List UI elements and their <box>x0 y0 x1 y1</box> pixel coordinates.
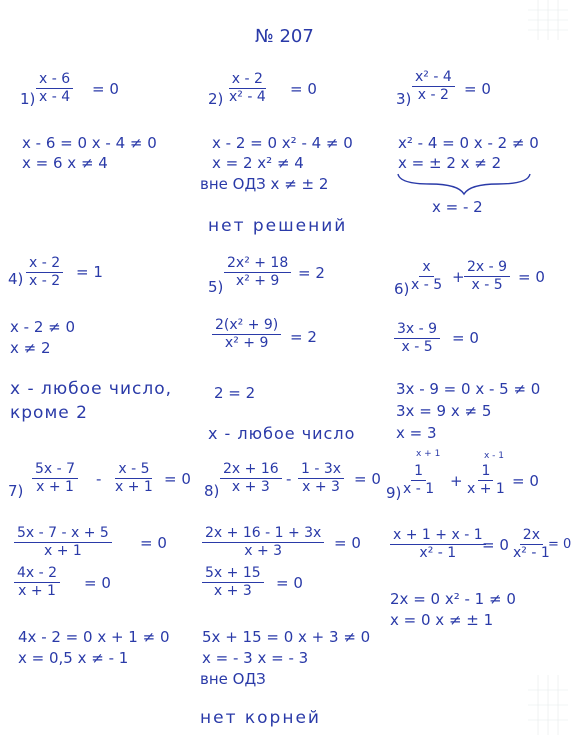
numerator: x - 6 <box>36 72 73 89</box>
solution-line: x = 6 x ≠ 4 <box>22 154 108 172</box>
numerator: 1 - 3x <box>298 462 344 479</box>
equation-rhs: = 2 <box>290 328 317 346</box>
operator: - <box>286 470 292 488</box>
numerator: x² - 4 <box>412 70 455 87</box>
fraction <box>14 566 60 598</box>
operator: - <box>96 470 102 488</box>
denominator: x + 3 <box>302 478 340 495</box>
solution-line: 3x - 9 = 0 x - 5 ≠ 0 <box>396 380 541 398</box>
denominator: x² + 9 <box>224 334 269 351</box>
equation-rhs: = 0 <box>548 537 571 552</box>
expansion-multiplier: x + 1 <box>416 449 441 459</box>
solution-answer: x = 3 <box>396 424 437 442</box>
denominator: x + 1 <box>467 480 505 497</box>
fraction <box>202 566 264 598</box>
solution-line: x - любое число <box>208 424 356 443</box>
numerator: 2x - 9 <box>464 260 510 277</box>
solution-line: 4x - 2 = 0 x + 1 ≠ 0 <box>18 628 170 646</box>
solution-line: x - 2 = 0 x² - 4 ≠ 0 <box>212 134 353 152</box>
solution-line: x - 2 ≠ 0 <box>10 318 76 336</box>
solution-line: 2 = 2 <box>214 384 256 402</box>
solution-line: x² - 4 = 0 x - 2 ≠ 0 <box>398 134 539 152</box>
numerator: x <box>419 260 433 277</box>
fraction <box>36 72 73 104</box>
fraction <box>408 260 445 292</box>
denominator: x - 5 <box>401 338 433 355</box>
denominator: x + 3 <box>213 582 252 599</box>
numerator: 2(x² + 9) <box>212 318 281 335</box>
equation-rhs: = 0 <box>290 80 317 98</box>
denominator: x + 1 <box>115 478 153 495</box>
numerator: 4x - 2 <box>14 566 60 583</box>
fraction <box>464 260 510 292</box>
denominator: x² + 9 <box>235 272 280 289</box>
problem-label: 5) <box>208 278 224 296</box>
denominator: x - 5 <box>411 276 443 293</box>
numerator: 2x + 16 - 1 + 3x <box>202 526 324 543</box>
solution-answer: x = - 2 <box>432 198 483 216</box>
fraction <box>510 528 553 560</box>
expansion-multiplier: x - 1 <box>484 451 505 461</box>
fraction <box>220 462 282 494</box>
denominator: x - 1 <box>403 480 435 497</box>
denominator: x - 2 <box>29 272 61 289</box>
fraction <box>412 70 455 102</box>
problem-label: 3) <box>396 90 412 108</box>
fraction <box>212 318 281 350</box>
solution-line: x - 6 = 0 x - 4 ≠ 0 <box>22 134 157 152</box>
solution-line: x ≠ 2 <box>10 339 51 357</box>
problem-label: 8) <box>204 482 220 500</box>
denominator: x + 1 <box>18 582 56 599</box>
conclusion-note: нет корней <box>200 708 321 728</box>
fraction <box>394 322 440 354</box>
fraction <box>32 462 78 494</box>
solution-line: x = ± 2 x ≠ 2 <box>398 154 502 172</box>
solution-line: кроме 2 <box>10 403 88 423</box>
fraction <box>226 72 269 104</box>
problem-label: 9) <box>386 484 402 502</box>
conclusion-note: нет решений <box>208 216 348 236</box>
equation-rhs: = 2 <box>298 264 325 282</box>
numerator: 2x² + 18 <box>224 256 291 273</box>
solution-line: x = - 3 x = - 3 <box>202 649 309 667</box>
numerator: 2x <box>520 528 543 545</box>
fraction <box>298 462 344 494</box>
solution-line: x = 2 x² ≠ 4 <box>212 154 304 172</box>
numerator: 1 <box>411 464 426 481</box>
problem-label: 4) <box>8 270 24 288</box>
equation-rhs: = 0 <box>482 536 509 554</box>
denominator: x + 3 <box>244 542 283 559</box>
equation-rhs: = 0 <box>92 80 119 98</box>
numerator: x - 5 <box>115 462 152 479</box>
solution-line: x = 0,5 x ≠ - 1 <box>18 649 129 667</box>
denominator: x - 5 <box>471 276 503 293</box>
denominator: x - 2 <box>417 86 449 103</box>
fraction <box>112 462 156 494</box>
equation-rhs: = 0 <box>452 329 479 347</box>
solution-line: 5x + 15 = 0 x + 3 ≠ 0 <box>202 628 371 646</box>
operator: + <box>452 268 465 286</box>
solution-line: вне ОДЗ <box>200 670 266 688</box>
numerator: 2x + 16 <box>220 462 282 479</box>
page-title: № 207 <box>255 26 314 47</box>
numerator: 1 <box>478 464 493 481</box>
problem-label: 6) <box>394 280 410 298</box>
fraction <box>224 256 291 288</box>
equation-rhs: = 0 <box>276 574 303 592</box>
denominator: x² - 4 <box>229 88 266 105</box>
problem-label: 7) <box>8 482 24 500</box>
numerator: 3x - 9 <box>394 322 440 339</box>
equation-rhs: = 0 <box>512 472 539 490</box>
solution-line: вне ОДЗ x ≠ ± 2 <box>200 175 329 193</box>
solution-line: 3x = 9 x ≠ 5 <box>396 402 492 420</box>
fraction <box>14 526 112 558</box>
numerator: x - 2 <box>229 72 266 89</box>
fraction <box>26 256 63 288</box>
equation-rhs: = 0 <box>518 268 545 286</box>
solution-line: 2x = 0 x² - 1 ≠ 0 <box>390 590 516 608</box>
equation-rhs: = 0 <box>334 534 361 552</box>
problem-label: 1) <box>20 90 36 108</box>
numerator: 5x + 15 <box>202 566 264 583</box>
equation-rhs: = 0 <box>164 470 191 488</box>
curly-brace <box>396 172 532 196</box>
fraction <box>202 526 324 558</box>
denominator: x + 1 <box>44 542 82 559</box>
equation-rhs: = 1 <box>76 263 103 281</box>
denominator: x - 4 <box>39 88 71 105</box>
fraction <box>464 464 508 496</box>
fraction <box>390 528 486 560</box>
numerator: x - 2 <box>26 256 63 273</box>
fraction <box>400 464 437 496</box>
problem-label: 2) <box>208 90 224 108</box>
equation-rhs: = 0 <box>84 574 111 592</box>
equation-rhs: = 0 <box>354 470 381 488</box>
equation-rhs: = 0 <box>464 80 491 98</box>
numerator: x + 1 + x - 1 <box>390 528 486 545</box>
solution-line: x - любое число, <box>10 379 173 399</box>
numerator: 5x - 7 - x + 5 <box>14 526 112 543</box>
equation-rhs: = 0 <box>140 534 167 552</box>
denominator: x² - 1 <box>419 544 457 561</box>
solution-line: x = 0 x ≠ ± 1 <box>390 611 494 629</box>
denominator: x² - 1 <box>513 544 550 561</box>
denominator: x + 3 <box>231 478 270 495</box>
numerator: 5x - 7 <box>32 462 78 479</box>
denominator: x + 1 <box>36 478 74 495</box>
operator: + <box>450 472 463 490</box>
grid-corner-decoration <box>528 0 568 40</box>
grid-corner-decoration-bottom <box>528 675 568 735</box>
